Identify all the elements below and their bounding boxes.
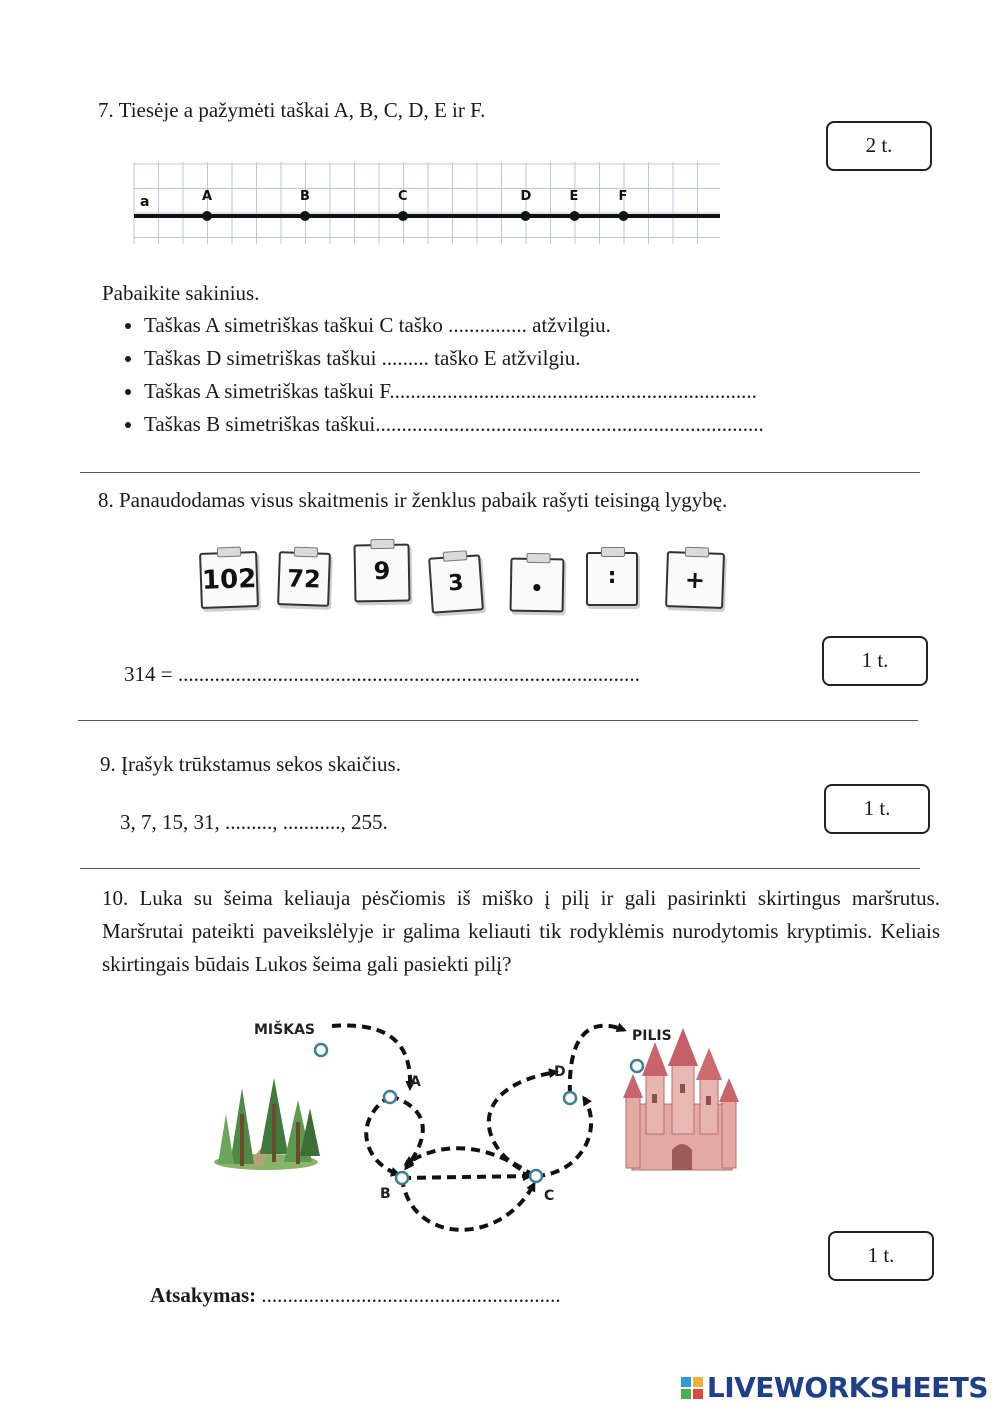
point-d [521, 211, 531, 221]
divider-1 [80, 472, 920, 473]
q9-sequence: 3, 7, 15, 31, ........., ..........., 255. [120, 810, 388, 834]
q8-equation: 314 = ........................................................................................ [124, 662, 640, 686]
card-9: 9 [353, 544, 410, 603]
castle-illustration [623, 1028, 739, 1170]
point-e [570, 211, 580, 221]
route-nodes [315, 1044, 643, 1184]
arrow-d-to-castle [570, 1026, 624, 1094]
q10-text: 10. Luka su šeima keliauja pėsčiomis iš miško į pilį ir gali pasirinkti skirtingus maršrutus. Maršrutai pateikti paveikslėlyje ir galima keliauti tik rodyklėmis nurodytomis kryptimis. Keliais skirtingais būdais Lukos šeima gali pasiekti pilį? [102, 886, 940, 976]
line-a-label: a [140, 194, 150, 210]
q7-bullet-list [102, 309, 764, 441]
point-c [398, 211, 408, 221]
arrow-b-to-c-lower [402, 1178, 534, 1230]
label-d: D [554, 1064, 566, 1080]
label-c: C [544, 1188, 555, 1204]
label-forest: MIŠKAS [254, 1022, 315, 1038]
point-label-c: C [398, 189, 408, 204]
point-label-d: D [520, 189, 532, 204]
card-divide: : [586, 552, 638, 606]
q7-bullet-1: • Taškas A simetriškas taškui C taško ............... atžvilgiu. [144, 309, 764, 342]
q8-cards [198, 540, 746, 640]
divider-2 [78, 720, 918, 721]
point-b [300, 211, 310, 221]
q7-number-line [130, 160, 722, 246]
q9-title: 9. Įrašyk trūkstamus sekos skaičius. [100, 752, 401, 776]
arrow-c-to-d-right [536, 1098, 591, 1176]
q7-instruction: Pabaikite sakinius. [102, 281, 260, 305]
node-b [396, 1172, 408, 1184]
label-a: A [410, 1074, 421, 1090]
card-3: 3 [428, 554, 484, 613]
card-72: 72 [277, 551, 331, 607]
answer-label: Atsakymas: [150, 1283, 257, 1307]
q7-score-box: 2 t. [826, 121, 932, 171]
node-a [384, 1091, 396, 1103]
arrow-c-to-d [489, 1072, 556, 1176]
point-label-a: A [202, 189, 213, 204]
arrow-forest-to-a [332, 1026, 410, 1088]
point-label-e: E [569, 189, 579, 204]
forest-illustration [214, 1078, 320, 1170]
route-arrows [332, 1026, 624, 1230]
liveworksheets-logo: LIVEWORKSHEETS [681, 1371, 988, 1404]
arrow-b-to-c [402, 1176, 530, 1178]
arrow-c-to-b [406, 1148, 534, 1176]
label-castle: PILIS [632, 1028, 672, 1044]
point-label-f: F [618, 189, 628, 204]
card-102: 102 [199, 551, 259, 609]
q7-grid [134, 162, 720, 244]
q7-bullet-3: • Taškas A simetriškas taškui F...................................................................... [144, 375, 764, 408]
q9-score-box: 1 t. [824, 784, 930, 834]
q8-title: 8. Panaudodamas visus skaitmenis ir ženklus pabaik rašyti teisingą lygybę. [98, 488, 728, 512]
point-a [202, 211, 212, 221]
label-b: B [380, 1186, 391, 1202]
card-multiply: • [510, 558, 565, 613]
node-castle [631, 1060, 643, 1072]
divider-3 [80, 868, 920, 869]
point-f [619, 211, 629, 221]
node-forest [315, 1044, 327, 1056]
q7-bullet-2: • Taškas D simetriškas taškui ......... taško E atžvilgiu. [144, 342, 764, 375]
q10-answer [150, 1283, 561, 1308]
node-c [530, 1170, 542, 1182]
node-d [564, 1092, 576, 1104]
q10-score-box: 1 t. [828, 1231, 934, 1281]
arrow-a-to-b-left [366, 1096, 398, 1174]
q7-bullet-4: • Taškas B simetriškas taškui.......................................................................... [144, 408, 764, 441]
q7-title: 7. Tiesėje a pažymėti taškai A, B, C, D, E ir F. [98, 98, 486, 122]
q8-score-box: 1 t. [822, 636, 928, 686]
q10-route-map [200, 1004, 760, 1256]
point-label-b: B [300, 189, 310, 204]
logo-mark-icon [681, 1377, 703, 1399]
card-plus: + [665, 551, 725, 609]
answer-field[interactable]: ......................................................... [256, 1283, 561, 1307]
